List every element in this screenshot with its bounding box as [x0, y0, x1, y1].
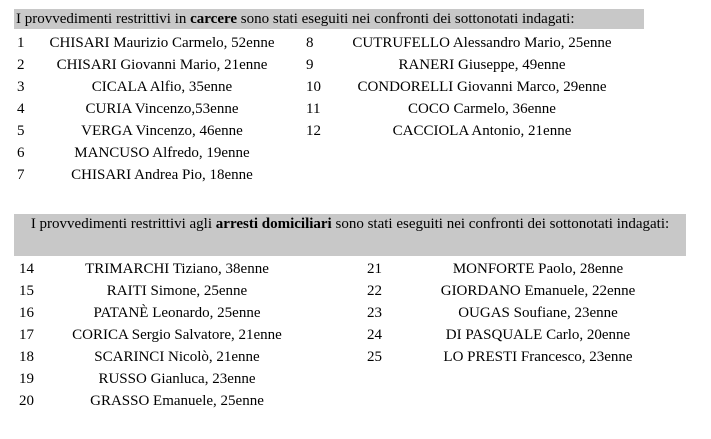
entry-number: 19 [19, 371, 34, 387]
entry-name: GRASSO Emanuele, 25enne [90, 393, 264, 409]
entry-number: 14 [19, 261, 34, 277]
entry-number: 11 [306, 101, 321, 117]
entry-number: 20 [19, 393, 34, 409]
entry-name: CHISARI Andrea Pio, 18enne [71, 167, 253, 183]
section2-header-prefix: I provvedimenti restrittivi agli [30, 216, 216, 232]
entry-name: RAITI Simone, 25enne [106, 283, 248, 299]
entry-number: 15 [19, 283, 34, 299]
entry-name: CHISARI Maurizio Carmelo, 52enne [49, 35, 275, 51]
entry-name: MANCUSO Alfredo, 19enne [74, 145, 250, 161]
entry-number: 9 [306, 57, 314, 73]
section2-header-bold: arresti domiciliari [215, 216, 332, 232]
entry-name: CACCIOLA Antonio, 21enne [392, 123, 572, 139]
entry-number: 24 [367, 327, 382, 343]
entry-name: OUGAS Soufiane, 23enne [458, 305, 618, 321]
entry-name: CORICA Sergio Salvatore, 21enne [72, 327, 282, 343]
entry-name: VERGA Vincenzo, 46enne [81, 123, 243, 139]
entry-name: RUSSO Gianluca, 23enne [98, 371, 256, 387]
entry-name: MONFORTE Paolo, 28enne [452, 261, 624, 277]
entry-name: CUTRUFELLO Alessandro Mario, 25enne [352, 35, 612, 51]
entry-name: RANERI Giuseppe, 49enne [398, 57, 566, 73]
entry-number: 6 [17, 145, 25, 161]
entry-name: COCO Carmelo, 36enne [408, 101, 556, 117]
entry-name: DI PASQUALE Carlo, 20enne [445, 327, 631, 343]
entry-name: PATANÈ Leonardo, 25enne [93, 305, 261, 321]
section2-header [14, 214, 686, 256]
section1-header-bold: carcere [190, 11, 238, 27]
section2-header-suffix: sono stati eseguiti nei confronti dei sottonotati indagati: [331, 216, 670, 232]
section1-header [14, 9, 644, 29]
entry-number: 3 [17, 79, 25, 95]
entry-name: CHISARI Giovanni Mario, 21enne [56, 57, 268, 73]
entry-number: 12 [306, 123, 321, 139]
entry-name: CURIA Vincenzo,53enne [85, 101, 239, 117]
entry-name: GIORDANO Emanuele, 22enne [440, 283, 636, 299]
section1-header-suffix: sono stati eseguiti nei confronti dei sottonotati indagati: [237, 11, 575, 27]
entry-number: 23 [367, 305, 382, 321]
entry-number: 22 [367, 283, 382, 299]
entry-number: 1 [17, 35, 25, 51]
entry-number: 21 [367, 261, 382, 277]
entry-name: TRIMARCHI Tiziano, 38enne [85, 261, 269, 277]
entry-number: 5 [17, 123, 25, 139]
entry-name: CONDORELLI Giovanni Marco, 29enne [357, 79, 607, 95]
section1-header-prefix: I provvedimenti restrittivi in [16, 11, 191, 27]
entry-name: SCARINCI Nicolò, 21enne [94, 349, 260, 365]
entry-number: 2 [17, 57, 25, 73]
entry-number: 4 [17, 101, 25, 117]
entry-number: 16 [19, 305, 34, 321]
entry-name: CICALA Alfio, 35enne [91, 79, 233, 95]
entry-name: LO PRESTI Francesco, 23enne [443, 349, 633, 365]
entry-number: 8 [306, 35, 314, 51]
entry-number: 18 [19, 349, 34, 365]
entry-number: 17 [19, 327, 34, 343]
entry-number: 25 [367, 349, 382, 365]
entry-number: 7 [17, 167, 25, 183]
entry-number: 10 [306, 79, 321, 95]
